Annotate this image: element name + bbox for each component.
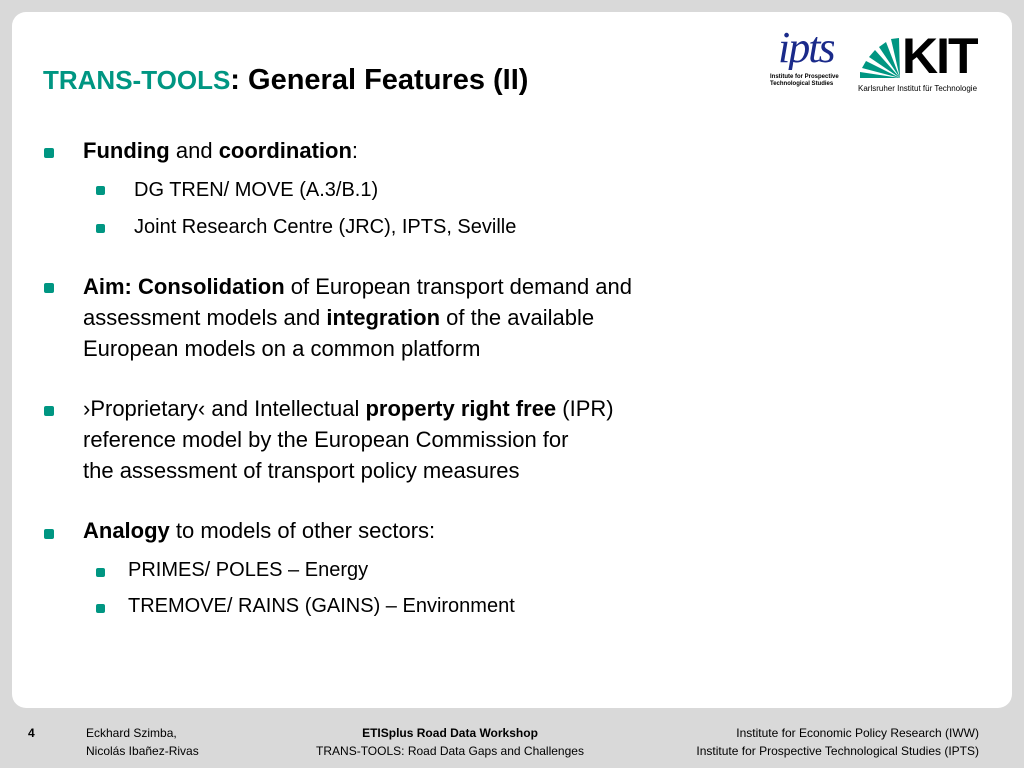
bullet-funding (83, 135, 358, 166)
t: Analogy (83, 518, 170, 543)
t: integration (326, 305, 441, 330)
bullet-icon (44, 529, 54, 539)
t: Institute for Economic Policy Research (IWW) (736, 726, 979, 740)
bullet-analogy (83, 515, 435, 546)
kit-logo (856, 28, 986, 98)
kit-logo-sub: Karlsruher Institut für Technologie (858, 84, 978, 93)
t: coordination (218, 138, 352, 163)
footer-authors (86, 724, 199, 760)
t: of European transport demand and (284, 274, 633, 299)
footer-event (290, 724, 610, 760)
sub-bullet-item: PRIMES/ POLES – Energy (128, 559, 369, 581)
t: ETISplus Road Data Workshop (362, 726, 538, 740)
sub-bullet-icon (96, 568, 105, 577)
bullet-ipr (83, 393, 614, 486)
t: the assessment of transport policy measures (83, 458, 520, 483)
sub-bullet-item: TREMOVE/ RAINS (GAINS) – Environment (128, 595, 515, 617)
t: : (351, 138, 359, 163)
bullet-icon (44, 283, 54, 293)
sub-bullet-item: Joint Research Centre (JRC), IPTS, Seville (134, 216, 517, 238)
slide-title (43, 64, 528, 97)
t: ›Proprietary‹ and Intellectual (83, 396, 366, 421)
kit-logo-text: KIT (902, 28, 977, 84)
t: and (169, 138, 219, 163)
t: Institute for Prospective Technological Studies (IPTS) (696, 744, 979, 758)
sub-bullet-icon (96, 224, 105, 233)
ipts-logo-text: ipts (778, 28, 834, 70)
t: reference model by the European Commission for (83, 427, 569, 452)
ipts-logo-sub: Institute for Prospective Technological Studies (770, 74, 839, 87)
kit-fan-icon (856, 36, 902, 78)
t: TRANS-TOOLS: Road Data Gaps and Challenges (316, 744, 584, 758)
t: Nicolás Ibañez-Rivas (86, 744, 199, 758)
sub-bullet-icon (96, 604, 105, 613)
sub-bullet-item: DG TREN/ MOVE (A.3/B.1) (134, 179, 379, 201)
t: Aim: Consolidation (83, 274, 285, 299)
title-rest: : General Features (II) (230, 64, 529, 96)
t: to models of other sectors: (169, 518, 436, 543)
t: Eckhard Szimba, (86, 726, 177, 740)
t: (IPR) (556, 396, 614, 421)
t: Funding (83, 138, 170, 163)
footer-institutes (696, 724, 979, 760)
sub-bullet-icon (96, 186, 105, 195)
t: of the available (440, 305, 595, 330)
title-accent: TRANS-TOOLS (43, 65, 231, 95)
t: property right free (365, 396, 557, 421)
bullet-icon (44, 148, 54, 158)
ipts-logo (768, 28, 852, 102)
bullet-aim (83, 271, 632, 364)
bullet-icon (44, 406, 54, 416)
page-number: 4 (28, 726, 35, 740)
t: assessment models and (83, 305, 327, 330)
t: European models on a common platform (83, 336, 481, 361)
